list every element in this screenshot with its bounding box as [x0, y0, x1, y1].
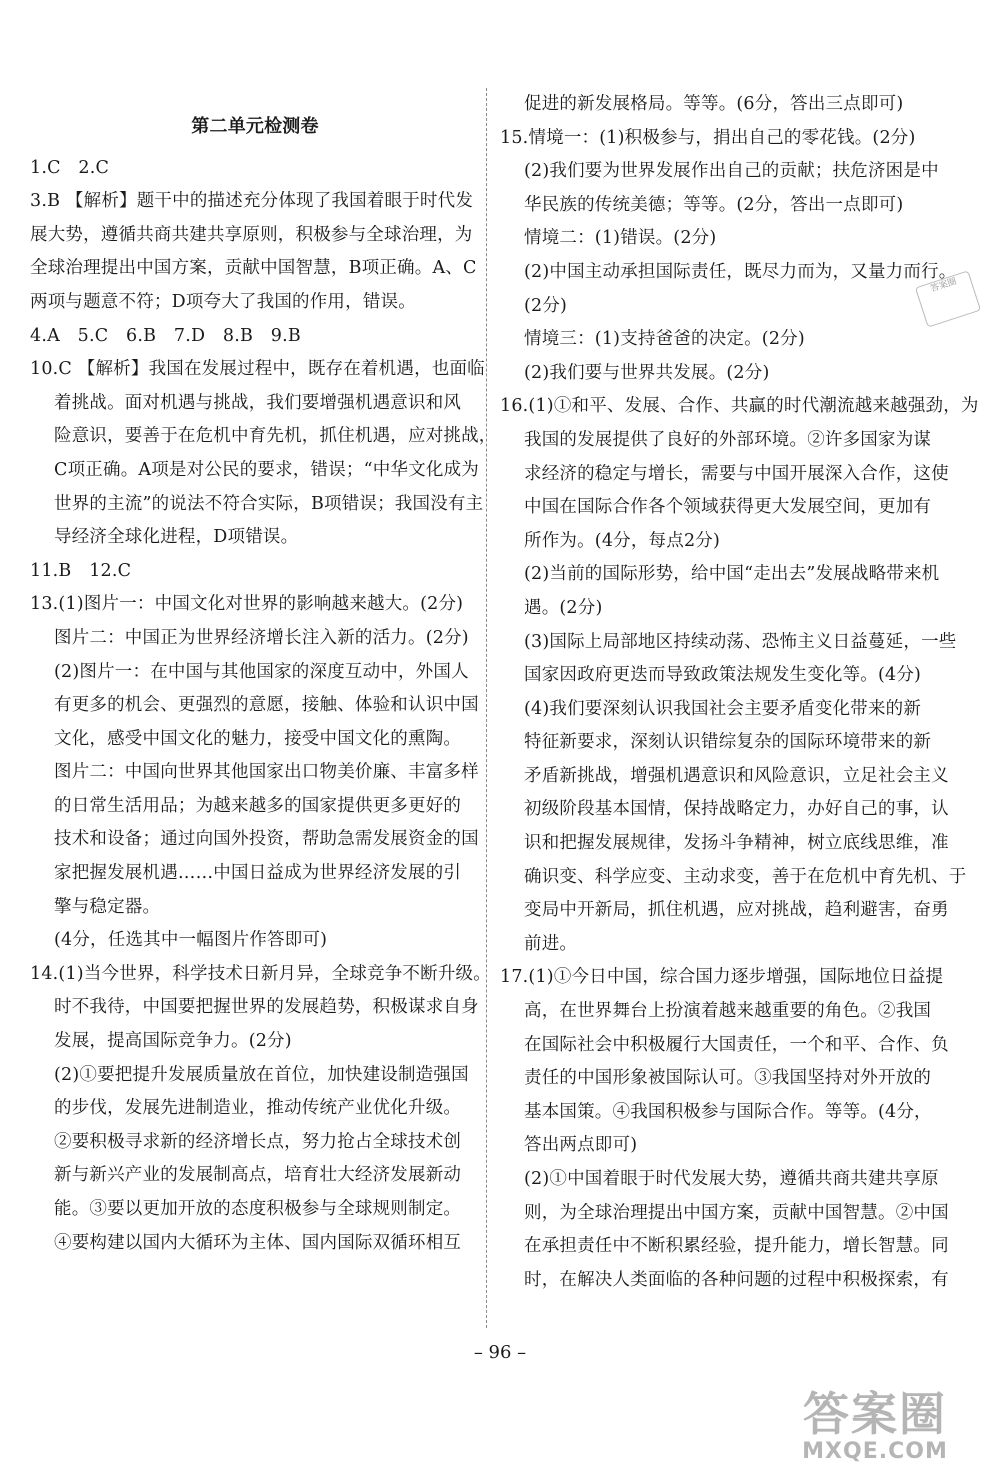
- answer-line: 文化，感受中国文化的魅力，接受中国文化的熏陶。: [54, 728, 462, 749]
- answer-line: (2)我们要与世界共发展。(2分): [524, 362, 770, 383]
- answer-line: 险意识，要善于在危机中育先机，抓住机遇，应对挑战，: [54, 426, 497, 447]
- answer-line: ④要构建以国内大循环为主体、国内国际双循环相互: [54, 1232, 462, 1253]
- answer-line: 所作为。(4分，每点2分): [524, 530, 721, 551]
- answer-line: 4.A 5.C 6.B 7.D 8.B 9.B: [30, 325, 301, 346]
- answer-line: 时不我待，中国要把握世界的发展趋势，积极谋求自身: [54, 997, 479, 1018]
- left-column: [30, 88, 497, 1260]
- answer-line: 情境二：(1)错误。(2分): [524, 228, 717, 249]
- column-divider: [486, 88, 488, 1328]
- answer-line: 两项与题意不符；D项夸大了我国的作用，错误。: [30, 291, 416, 312]
- answer-line: 在承担责任中不断积累经验，提升能力，增长智慧。同: [524, 1236, 949, 1257]
- answer-line: (2)中国主动承担国际责任，既尽力而为，又量力而行。: [524, 261, 957, 282]
- answer-line: 17.(1)①今日中国，综合国力逐步增强，国际地位日益提: [500, 967, 944, 988]
- answer-line: 3.B 【解析】题干中的描述充分体现了我国着眼于时代发: [30, 191, 474, 212]
- answer-line: (2分): [524, 295, 568, 316]
- answer-line: 14.(1)当今世界，科学技术日新月异，全球竞争不断升级。: [30, 963, 491, 984]
- answer-line: 初级阶段基本国情，保持战略定力，办好自己的事，认: [524, 799, 949, 820]
- answer-line: 图片二：中国正为世界经济增长注入新的活力。(2分): [54, 627, 469, 648]
- answer-line: 确识变、科学应变、主动求变，善于在危机中育先机、于: [524, 866, 967, 887]
- answer-line: 发展，提高国际竞争力。(2分): [54, 1031, 292, 1052]
- answer-line: 求经济的稳定与增长，需要与中国开展深入合作，这使: [524, 463, 949, 484]
- answer-line: 11.B 12.C: [30, 560, 132, 581]
- page-title: 第二单元检测卷: [191, 116, 319, 137]
- answer-line: 时，在解决人类面临的各种问题的过程中积极探索，有: [524, 1269, 949, 1290]
- answer-line: 有更多的机会、更强烈的意愿，接触、体验和认识中国: [54, 695, 479, 716]
- answer-line: (3)国际上局部地区持续动荡、恐怖主义日益蔓延，一些: [524, 631, 957, 652]
- stamp-text: 答案圈: [929, 276, 959, 295]
- answer-line: 的步伐，发展先进制造业，推动传统产业优化升级。: [54, 1098, 462, 1119]
- answer-line: 技术和设备；通过向国外投资，帮助急需发展资金的国: [54, 829, 479, 850]
- answer-line: (2)当前的国际形势，给中国“走出去”发展战略带来机: [524, 564, 940, 585]
- site-watermark: [760, 1388, 990, 1468]
- answer-line: 国家因政府更迭而导致政策法规发生变化等。(4分): [524, 665, 922, 686]
- answer-line: 矛盾新挑战，增强机遇意识和风险意识，立足社会主义: [524, 765, 949, 786]
- answer-line: (2)①中国着眼于时代发展大势，遵循共商共建共享原: [524, 1169, 939, 1189]
- answer-line: 在国际社会中积极履行大国责任，一个和平、合作、负: [524, 1034, 949, 1055]
- answer-line: 新与新兴产业的发展制高点，培育壮大经济发展新动: [54, 1165, 462, 1186]
- answer-line: 擎与稳定器。: [54, 896, 161, 917]
- answer-line: 展大势，遵循共商共建共享原则，积极参与全球治理，为: [30, 224, 473, 245]
- watermark-url: MXQE.COM: [802, 1439, 948, 1464]
- left-answer-lines: [30, 152, 497, 1261]
- answer-line: 高，在世界舞台上扮演着越来越重要的角色。②我国: [524, 1001, 932, 1022]
- answer-line: 16.(1)①和平、发展、合作、共赢的时代潮流越来越强劲，为: [500, 396, 979, 417]
- answer-line: 基本国策。④我国积极参与国际合作。等等。(4分，: [524, 1101, 932, 1122]
- answer-line: (4)我们要深刻认识我国社会主要矛盾变化带来的新: [524, 698, 922, 719]
- answer-line: 变局中开新局，抓住机遇，应对挑战，趋利避害，奋勇: [524, 900, 949, 921]
- answer-line: (2)我们要为世界发展作出自己的贡献；扶危济困是中: [524, 161, 939, 182]
- answer-line: 全球治理提出中国方案，贡献中国智慧，B项正确。A、C: [30, 258, 477, 279]
- answer-line: 促进的新发展格局。等等。(6分，答出三点即可): [524, 94, 904, 114]
- answer-line: 特征新要求，深刻认识错综复杂的国际环境带来的新: [524, 732, 932, 753]
- answer-line: 情境三：(1)支持爸爸的决定。(2分): [524, 329, 805, 350]
- answer-line: 13.(1)图片一：中国文化对世界的影响越来越大。(2分): [30, 594, 464, 615]
- answer-line: 导经济全球化进程，D项错误。: [54, 527, 299, 548]
- answer-line: 责任的中国形象被国际认可。③我国坚持对外开放的: [524, 1068, 932, 1089]
- answer-line: 前进。: [524, 933, 578, 954]
- page-number: – 96 –: [473, 1342, 527, 1363]
- answer-line: 15.情境一：(1)积极参与，捐出自己的零花钱。(2分): [500, 127, 916, 148]
- answer-line: 的日常生活用品；为越来越多的国家提供更多更好的: [54, 795, 462, 816]
- answer-line: 遇。(2分): [524, 597, 603, 618]
- answer-line: 我国的发展提供了良好的外部环境。②许多国家为谋: [524, 429, 932, 450]
- answer-line: 图片二：中国向世界其他国家出口物美价廉、丰富多样: [54, 762, 479, 783]
- answer-line: 中国在国际合作各个领域获得更大发展空间，更加有: [524, 497, 932, 518]
- watermark-logo: 答案圈: [803, 1387, 947, 1441]
- answer-line: (2)①要把提升发展质量放在首位，加快建设制造强国: [54, 1064, 469, 1085]
- answer-line: 世界的主流”的说法不符合实际，B项错误；我国没有主: [54, 493, 484, 514]
- answer-line: 着挑战。面对机遇与挑战，我们要增强机遇意识和风: [54, 392, 462, 413]
- answer-line: ②要积极寻求新的经济增长点，努力抢占全球技术创: [54, 1131, 462, 1152]
- answer-line: C项正确。A项是对公民的要求，错误；“中华文化成为: [54, 459, 479, 480]
- answer-line: (2)图片一：在中国与其他国家的深度互动中，外国人: [54, 661, 469, 682]
- answer-line: (4分，任选其中一幅图片作答即可): [54, 930, 328, 951]
- answer-line: 则，为全球治理提出中国方案，贡献中国智慧。②中国: [524, 1202, 949, 1223]
- answer-line: 识和把握发展规律，发扬斗争精神，树立底线思维，准: [524, 833, 949, 854]
- answer-line: 10.C 【解析】我国在发展过程中，既存在着机遇，也面临: [30, 359, 485, 380]
- answer-line: 能。③要以更加开放的态度积极参与全球规则制定。: [54, 1199, 462, 1219]
- answer-line: 华民族的传统美德；等等。(2分，答出一点即可): [524, 194, 904, 215]
- answer-line: 1.C 2.C: [30, 157, 110, 178]
- answer-line: 答出两点即可): [524, 1135, 638, 1156]
- answer-line: 家把握发展机遇……中国日益成为世界经济发展的引: [54, 863, 462, 884]
